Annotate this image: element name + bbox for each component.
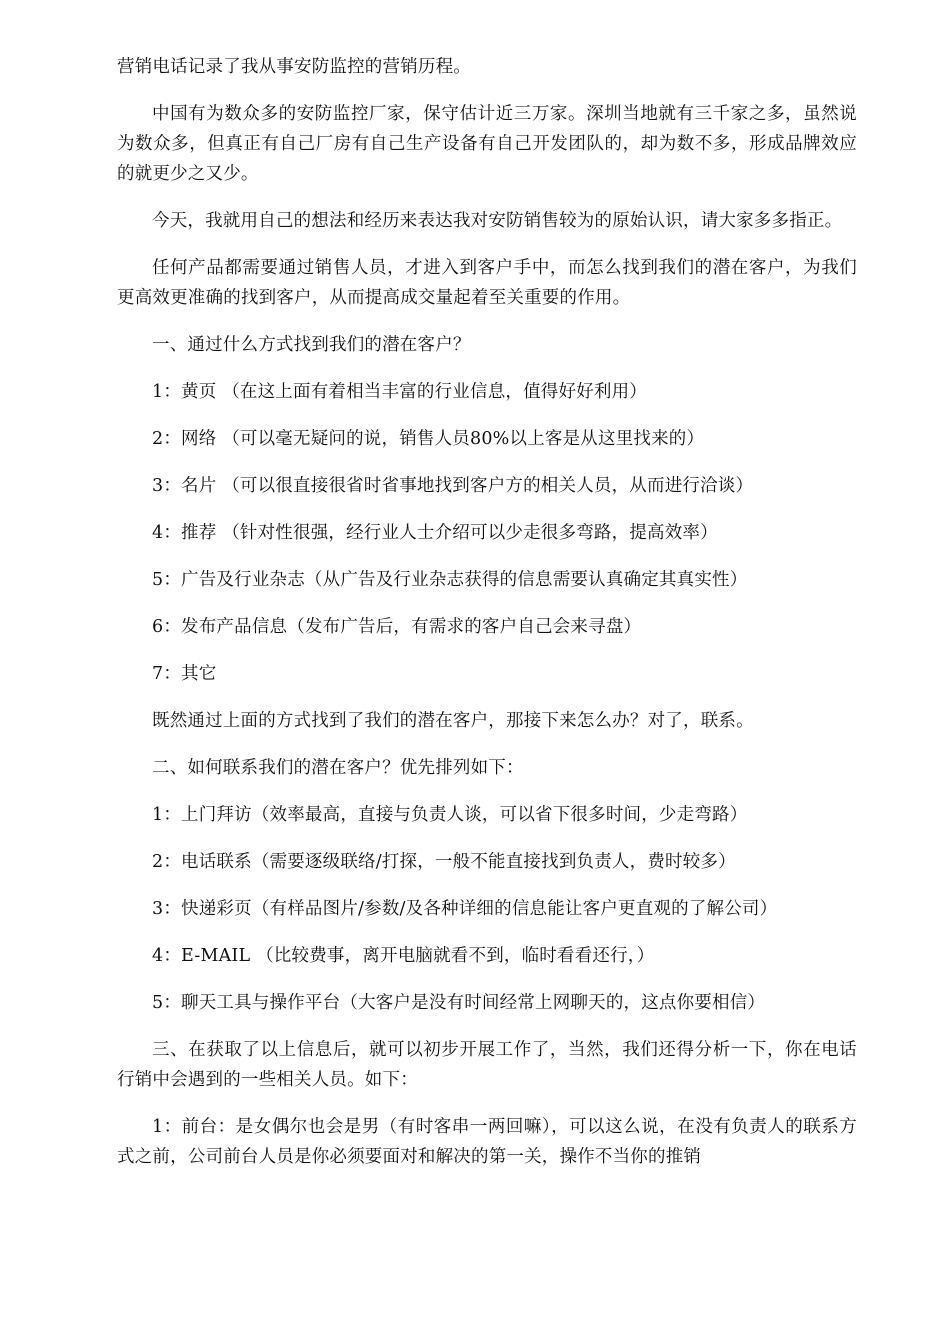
list-item: 5：广告及行业杂志（从广告及行业杂志获得的信息需要认真确定其真实性） xyxy=(152,570,748,590)
list-item: 2：电话联系（需要逐级联络/打探，一般不能直接找到负责人，费时较多） xyxy=(152,852,736,872)
paragraph: 任何产品都需要通过销售人员，才进入到客户手中，而怎么找到我们的潜在客户，为我们更高效更准确的找到客户，从而提高成交量起着至关重要的作用。 xyxy=(117,258,857,308)
section-heading-1: 一、通过什么方式找到我们的潜在客户？ xyxy=(152,335,471,355)
paragraph: 营销电话记录了我从事安防监控的营销历程。 xyxy=(117,57,471,77)
section-heading-3: 三、在获取了以上信息后，就可以初步开展工作了，当然，我们还得分析一下，你在电话行销中会遇到的一些相关人员。如下： xyxy=(117,1040,857,1090)
list-item: 1：上门拜访（效率最高，直接与负责人谈，可以省下很多时间，少走弯路） xyxy=(152,805,748,825)
paragraph: 今天，我就用自己的想法和经历来表达我对安防销售较为的原始认识，请大家多多指正。 xyxy=(152,211,843,231)
list-item: 4：推荐 （针对性很强，经行业人士介绍可以少走很多弯路，提高效率） xyxy=(152,523,718,543)
list-item: 7：其它 xyxy=(152,664,217,684)
list-item: 3：快递彩页（有样品图片/参数/及各种详细的信息能让客户更直观的了解公司） xyxy=(152,899,778,919)
list-item: 3：名片 （可以很直接很省时省事地找到客户方的相关人员，从而进行洽谈） xyxy=(152,476,754,496)
section-heading-2: 二、如何联系我们的潜在客户？优先排列如下： xyxy=(152,758,524,778)
paragraph: 既然通过上面的方式找到了我们的潜在客户，那接下来怎么办？对了，联系。 xyxy=(152,711,754,731)
list-item: 6：发布产品信息（发布广告后，有需求的客户自己会来寻盘） xyxy=(152,617,642,637)
list-item: 1：前台：是女偶尔也会是男（有时客串一两回嘛），可以这么说，在没有负责人的联系方式之前，公司前台人员是你必须要面对和解决的第一关，操作不当你的推销 xyxy=(117,1117,857,1167)
document-body xyxy=(117,52,857,1189)
list-item: 5：聊天工具与操作平台（大客户是没有时间经常上网聊天的，这点你要相信） xyxy=(152,993,766,1013)
list-item: 2：网络 （可以毫无疑问的说，销售人员80%以上客是从这里找来的） xyxy=(152,429,705,449)
paragraph: 中国有为数众多的安防监控厂家，保守估计近三万家。深圳当地就有三千家之多，虽然说为数众多，但真正有自己厂房有自己生产设备有自己开发团队的，却为数不多，形成品牌效应的就更少之又少。 xyxy=(117,104,857,184)
list-item: 4：E-MAIL （比较费事，离开电脑就看不到，临时看看还行，） xyxy=(152,946,655,966)
list-item: 1：黄页 （在这上面有着相当丰富的行业信息，值得好好利用） xyxy=(152,382,647,402)
